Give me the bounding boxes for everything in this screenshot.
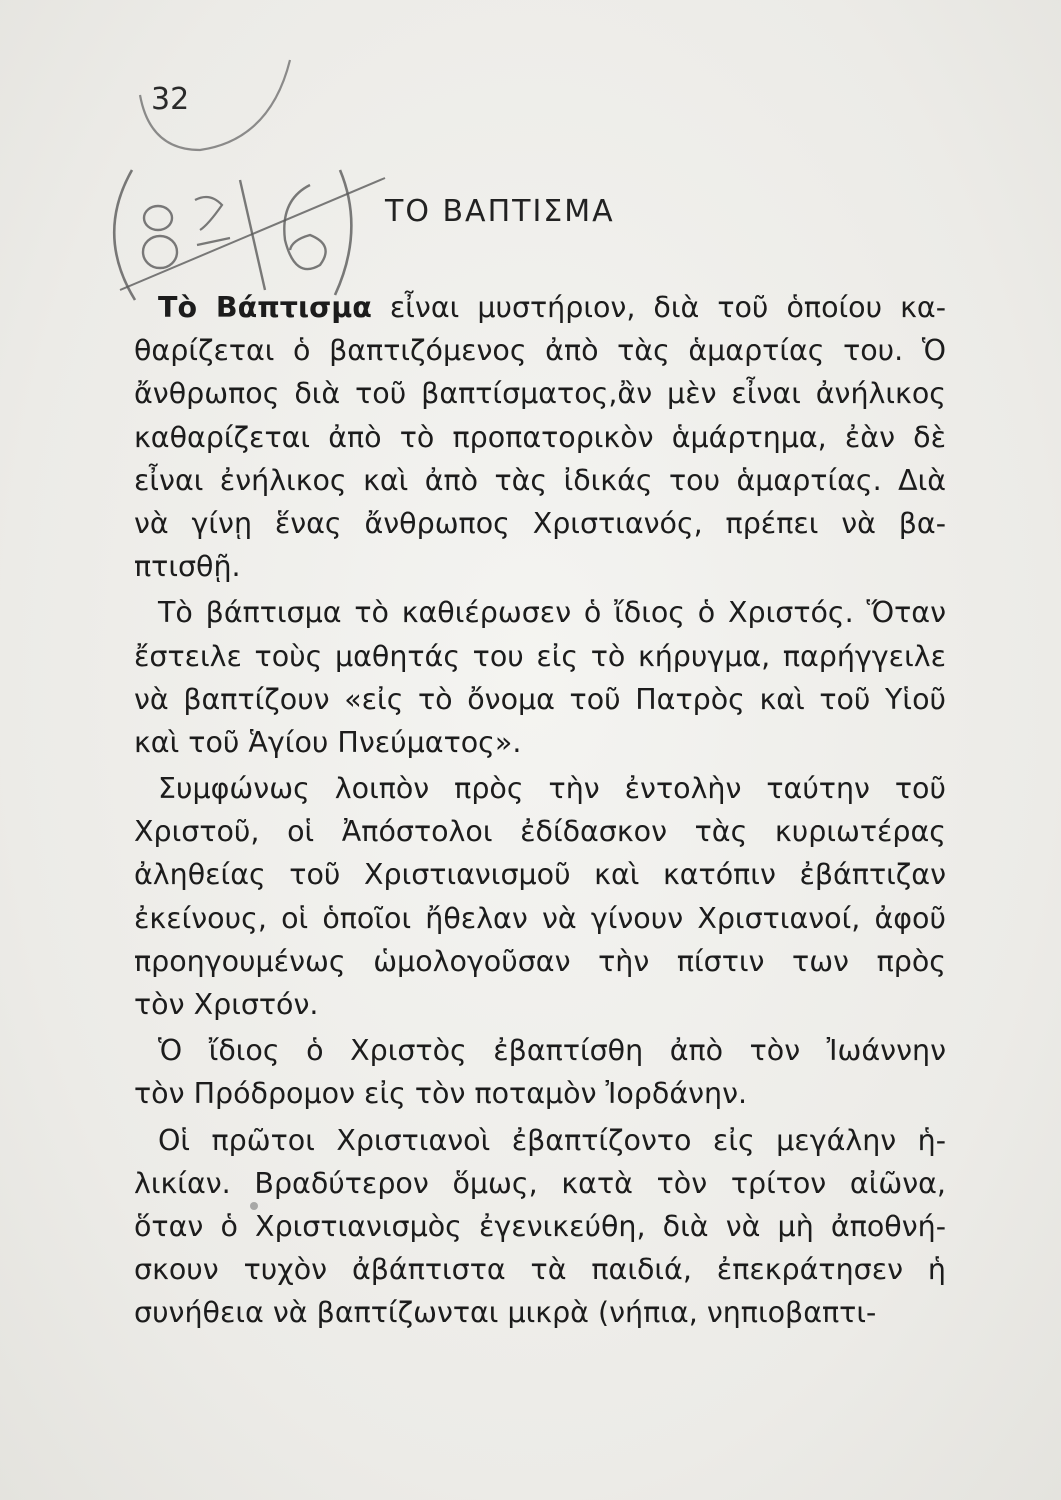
line-text: λικίαν. Βραδύτερον ὅμως, κατὰ τὸν τρίτον αἰῶνα,: [134, 1166, 946, 1200]
line-text: προηγουμένως ὡμολογοῦσαν τὴν πίστιν των πρὸς: [134, 944, 946, 978]
text-line: [134, 591, 946, 634]
text-line: [134, 1029, 946, 1072]
text-line: [134, 329, 946, 372]
paragraph: [134, 767, 946, 1026]
line-text: Οἱ πρῶτοι Χριστιανοὶ ἐβαπτίζοντο εἰς μεγάλην ἡ-: [158, 1123, 946, 1157]
text-line: [134, 545, 946, 588]
text-line: [134, 502, 946, 545]
line-text: τὸν Χριστόν.: [134, 988, 319, 1021]
line-text: νὰ γίνῃ ἕνας ἄνθρωπος Χριστιανός, πρέπει νὰ βα-: [134, 506, 946, 540]
line-text: ἐκείνους, οἱ ὁποῖοι ἤθελαν νὰ γίνουν Χριστιανοί, ἀφοῦ: [134, 901, 946, 935]
text-line: [134, 372, 946, 415]
line-text: εἶναι ἐνήλικος καὶ ἀπὸ τὰς ἰδικάς του ἁμαρτίας. Διὰ: [134, 463, 946, 497]
text-line: [134, 286, 946, 329]
line-text: καθαρίζεται ἀπὸ τὸ προπατορικὸν ἁμάρτημα, ἐὰν δὲ: [134, 420, 946, 454]
line-text: τὸν Πρόδρομον εἰς τὸν ποταμὸν Ἰορδάνην.: [134, 1077, 748, 1111]
text-line: [134, 1248, 946, 1291]
text-line: [134, 459, 946, 502]
text-line: [134, 1162, 946, 1205]
text-line: [134, 767, 946, 810]
paragraph: [134, 591, 946, 764]
line-text: Χριστοῦ, οἱ Ἀπόστολοι ἐδίδασκον τὰς κυριωτέρας: [134, 815, 946, 849]
text-line: [134, 1119, 946, 1162]
text-line: [134, 1291, 946, 1334]
paragraph: [134, 1119, 946, 1335]
line-text: ὅταν ὁ Χριστιανισμὸς ἐγενικεύθη, διὰ νὰ μὴ ἀποθνή-: [134, 1209, 946, 1243]
text-line: [134, 897, 946, 940]
line-text: σκουν τυχὸν ἀβάπτιστα τὰ παιδιά, ἐπεκράτησεν ἡ: [134, 1253, 946, 1287]
text-line: [134, 635, 946, 678]
paragraph: [134, 286, 946, 588]
text-line: [134, 810, 946, 853]
line-text: ἔστειλε τοὺς μαθητάς του εἰς τὸ κήρυγμα, παρήγγειλε: [134, 639, 946, 673]
line-text: ἄνθρωπος διὰ τοῦ βαπτίσματος,ἂν μὲν εἶναι ἀνήλικος: [134, 377, 946, 411]
paragraph: [134, 1029, 946, 1115]
page-number: 32: [151, 82, 190, 117]
line-text: Συμφώνως λοιπὸν πρὸς τὴν ἐντολὴν ταύτην τοῦ: [158, 772, 946, 806]
chapter-title: ΤΟ ΒΑΠΤΙΣΜΑ: [385, 194, 615, 229]
text-line: [134, 853, 946, 896]
line-text: συνήθεια νὰ βαπτίζωνται μικρὰ (νήπια, νηπιοβαπτι-: [134, 1296, 877, 1330]
text-line: [134, 678, 946, 721]
line-text: θαρίζεται ὁ βαπτιζόμενος ἀπὸ τὰς ἁμαρτίας του. Ὁ: [134, 334, 946, 368]
bold-term: Τὸ Βάπτισμα: [158, 291, 372, 324]
body-text: [134, 286, 946, 1335]
text-line: [134, 940, 946, 983]
line-text: καὶ τοῦ Ἁγίου Πνεύματος».: [134, 725, 522, 759]
line-text: Ὁ ἴδιος ὁ Χριστὸς ἐβαπτίσθη ἀπὸ τὸν Ἰωάννην: [158, 1034, 946, 1068]
text-line: [134, 983, 946, 1026]
line-text: νὰ βαπτίζουν «εἰς τὸ ὄνομα τοῦ Πατρὸς καὶ τοῦ Υἱοῦ: [134, 682, 946, 716]
line-text: εἶναι μυστήριον, διὰ τοῦ ὁποίου κα-: [371, 291, 946, 324]
text-line: [134, 416, 946, 459]
line-text: πτισθῇ.: [134, 550, 241, 584]
text-line: [134, 1205, 946, 1248]
text-line: [134, 721, 946, 764]
line-text: ἀληθείας τοῦ Χριστιανισμοῦ καὶ κατόπιν ἐβάπτιζαν: [134, 858, 946, 892]
line-text: Τὸ βάπτισμα τὸ καθιέρωσεν ὁ ἴδιος ὁ Χριστός. Ὅταν: [158, 596, 946, 630]
text-line: [134, 1072, 946, 1115]
